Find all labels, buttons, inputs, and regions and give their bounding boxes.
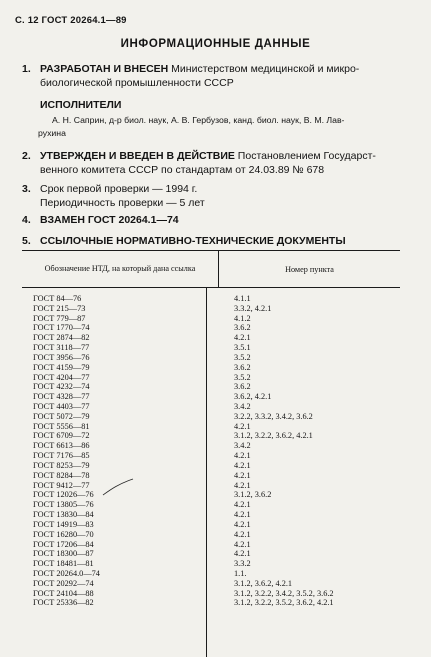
performers-line: А. Н. Саприн, д-р биол. наук, А. В. Гербузов, канд. биол. наук, В. М. Лав-	[52, 115, 345, 125]
clause-numbers: 3.5.2	[234, 352, 251, 362]
table-row	[22, 481, 400, 491]
clause-numbers: 4.1.2	[234, 313, 251, 323]
clause-numbers: 4.2.1	[234, 470, 251, 480]
document-designation: ГОСТ 3956—76	[33, 352, 90, 362]
table-row	[22, 314, 400, 324]
table-row	[22, 451, 400, 461]
section-replaces	[22, 213, 414, 227]
document-title: ИНФОРМАЦИОННЫЕ ДАННЫЕ	[120, 38, 311, 50]
clause-numbers: 3.5.1	[234, 343, 251, 353]
section-developed-by	[22, 62, 414, 112]
document-designation: ГОСТ 18481—81	[33, 559, 94, 569]
clause-numbers: 4.1.1	[234, 294, 251, 303]
document-designation: ГОСТ 84—76	[33, 294, 82, 303]
table-row	[22, 530, 400, 540]
table-row	[22, 431, 400, 441]
clause-numbers: 1.1.	[234, 568, 247, 578]
table-row	[22, 343, 400, 353]
performers-list	[38, 114, 408, 140]
section-heading	[40, 234, 414, 248]
document-designation: ГОСТ 4232—74	[33, 382, 90, 392]
pen-mark-icon	[102, 478, 134, 496]
document-designation: ГОСТ 8253—79	[33, 460, 90, 470]
clause-numbers: 3.1.2, 3.2.2, 3.5.2, 3.6.2, 4.2.1	[234, 598, 334, 608]
clause-numbers: 3.6.2	[234, 323, 251, 333]
table-row	[22, 569, 400, 579]
section-approved	[22, 149, 414, 177]
section-text	[40, 149, 414, 177]
clause-numbers: 4.2.1	[234, 500, 251, 510]
section-heading: РАЗРАБОТАН И ВНЕСЕН	[40, 63, 169, 75]
table-row	[22, 540, 400, 550]
table-header	[22, 251, 400, 288]
document-designation: ГОСТ 25336—82	[33, 598, 94, 608]
clause-numbers: 3.4.2	[234, 402, 251, 412]
section-heading	[40, 213, 414, 227]
table-row	[22, 500, 400, 510]
table-row	[22, 422, 400, 432]
clause-numbers: 3.6.2, 4.2.1	[234, 392, 272, 402]
clause-numbers: 4.2.1	[234, 451, 251, 461]
document-designation: ГОСТ 18300—87	[33, 549, 94, 559]
clause-numbers: 3.1.2, 3.6.2	[234, 490, 272, 500]
column-header-item: Номер пункта	[285, 264, 334, 274]
section-body: Министерством медицинской и микро-биологической промышленности СССР	[40, 63, 360, 89]
table-row	[22, 402, 400, 412]
document-designation: ГОСТ 5072—79	[33, 411, 90, 421]
table-row	[22, 323, 400, 333]
document-designation: ГОСТ 2874—82	[33, 333, 90, 343]
table-row	[22, 589, 400, 599]
document-designation: ГОСТ 12026—76	[33, 490, 94, 500]
review-period: Периодичность проверки — 5 лет	[40, 197, 205, 209]
document-designation: ГОСТ 215—73	[33, 303, 86, 313]
clause-numbers: 4.2.1	[234, 510, 251, 520]
table-row	[22, 294, 400, 304]
table-row	[22, 373, 400, 383]
document-designation: ГОСТ 13830—84	[33, 510, 94, 520]
table-row	[22, 382, 400, 392]
clause-numbers: 4.2.1	[234, 549, 251, 559]
document-designation: ГОСТ 1770—74	[33, 323, 90, 333]
column-header-document: Обозначение НТД, на который дана ссылка	[22, 251, 219, 287]
clause-numbers: 4.2.1	[234, 519, 251, 529]
section-number: 4.	[22, 214, 31, 226]
document-designation: ГОСТ 17206—84	[33, 539, 94, 549]
table-row	[22, 461, 400, 471]
document-designation: ГОСТ 20264.0—74	[33, 568, 100, 578]
section-heading: УТВЕРЖДЕН И ВВЕДЕН В ДЕЙСТВИЕ	[40, 150, 235, 162]
table-row	[22, 353, 400, 363]
table-row	[22, 490, 400, 500]
section-review	[22, 182, 414, 210]
clause-numbers: 3.1.2, 3.2.2, 3.6.2, 4.2.1	[234, 431, 313, 441]
table-row	[22, 333, 400, 343]
document-designation: ГОСТ 7176—85	[33, 451, 90, 461]
references-heading: ССЫЛОЧНЫЕ НОРМАТИВНО-ТЕХНИЧЕСКИЕ ДОКУМЕНТЫ	[40, 235, 346, 247]
section-references	[22, 234, 414, 248]
table-row	[22, 510, 400, 520]
clause-numbers: 4.2.1	[234, 529, 251, 539]
document-designation: ГОСТ 16280—70	[33, 529, 94, 539]
document-designation: ГОСТ 9412—77	[33, 480, 90, 490]
clause-numbers: 4.2.1	[234, 421, 251, 431]
section-number: 5.	[22, 235, 31, 247]
document-designation: ГОСТ 14919—83	[33, 519, 94, 529]
document-designation: ГОСТ 6709—72	[33, 431, 90, 441]
section-text	[40, 62, 414, 90]
table-row	[22, 392, 400, 402]
table-row	[22, 363, 400, 373]
section-number: 1.	[22, 63, 31, 75]
clause-numbers: 3.4.2	[234, 441, 251, 451]
section-text	[40, 182, 414, 210]
section-number: 3.	[22, 183, 31, 195]
references-table	[22, 250, 400, 608]
section-number: 2.	[22, 150, 31, 162]
clause-numbers: 3.1.2, 3.2.2, 3.4.2, 3.5.2, 3.6.2	[234, 588, 334, 598]
document-designation: ГОСТ 8284—78	[33, 470, 90, 480]
document-designation: ГОСТ 4159—79	[33, 362, 90, 372]
page-header: С. 12 ГОСТ 20264.1—89	[15, 15, 127, 26]
table-row	[22, 471, 400, 481]
document-designation: ГОСТ 779—87	[33, 313, 86, 323]
document-designation: ГОСТ 6613—86	[33, 441, 90, 451]
table-row	[22, 520, 400, 530]
clause-numbers: 3.5.2	[234, 372, 251, 382]
table-row	[22, 598, 400, 608]
document-designation: ГОСТ 4204—77	[33, 372, 90, 382]
performers-line: рухина	[38, 128, 66, 138]
table-row	[22, 441, 400, 451]
clause-numbers: 4.2.1	[234, 460, 251, 470]
review-deadline: Срок первой проверки — 1994 г.	[40, 183, 198, 195]
clause-numbers: 4.2.1	[234, 480, 251, 490]
table-row	[22, 559, 400, 569]
clause-numbers: 3.6.2	[234, 362, 251, 372]
document-designation: ГОСТ 4328—77	[33, 392, 90, 402]
table-row	[22, 304, 400, 314]
clause-numbers: 4.2.1	[234, 333, 251, 343]
document-designation: ГОСТ 5556—81	[33, 421, 90, 431]
table-row	[22, 579, 400, 589]
section-body: Постановлением Государст-венного комитета СССР по стандартам от 24.03.89 № 678	[40, 150, 376, 176]
document-designation: ГОСТ 20292—74	[33, 578, 94, 588]
table-row	[22, 412, 400, 422]
clause-numbers: 3.3.2, 4.2.1	[234, 303, 272, 313]
clause-numbers: 3.3.2	[234, 559, 251, 569]
document-designation: ГОСТ 4403—77	[33, 402, 90, 412]
replaces-text: ВЗАМЕН ГОСТ 20264.1—74	[40, 214, 179, 226]
document-designation: ГОСТ 3118—77	[33, 343, 90, 353]
clause-numbers: 3.1.2, 3.6.2, 4.2.1	[234, 578, 293, 588]
performers-heading: ИСПОЛНИТЕЛИ	[40, 99, 122, 111]
document-designation: ГОСТ 13805—76	[33, 500, 94, 510]
table-row	[22, 549, 400, 559]
clause-numbers: 4.2.1	[234, 539, 251, 549]
document-designation: ГОСТ 24104—88	[33, 588, 94, 598]
clause-numbers: 3.6.2	[234, 382, 251, 392]
clause-numbers: 3.2.2, 3.3.2, 3.4.2, 3.6.2	[234, 411, 313, 421]
